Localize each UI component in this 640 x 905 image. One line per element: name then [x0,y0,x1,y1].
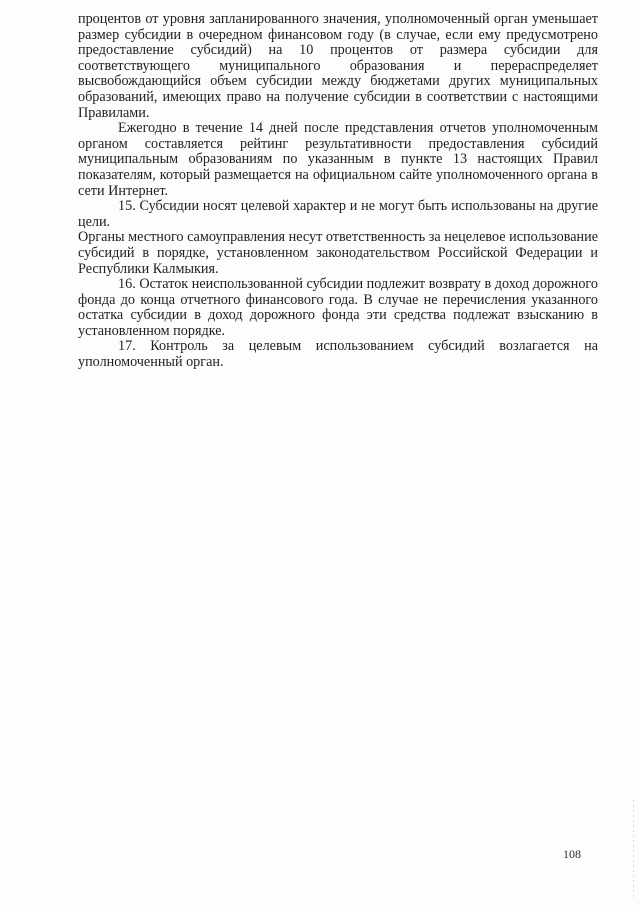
paragraph-rating: Ежегодно в течение 14 дней после представления отчетов уполномоченным органом составляется рейтинг результативности предоставления субсидий муниципальным образованиям по указанным в пункте 13 настоящих Правил показателям, который размещается на официальном сайте уполномоченного органа в сети Интернет. [78,120,598,199]
paragraph-responsibility: Органы местного самоуправления несут ответственность за нецелевое использование субсидий в порядке, установленном законодательством Российской Федерации и Республики Калмыкия. [78,229,598,277]
paragraph-clause-17: 17. Контроль за целевым использованием субсидий возлагается на уполномоченный орган. [78,338,598,371]
document-body [78,12,598,371]
paragraph-clause-15: 15. Субсидии носят целевой характер и не могут быть использованы на другие цели. [78,198,598,230]
paragraph-continuation: процентов от уровня запланированного значения, уполномоченный орган уменьшает размер субсидии в очередном финансовом году (в случае, если ему предусмотрено предоставление субсидий) на 10 процентов от размера субсидии для соответствующего муниципального образования и перераспределяет высвобождающийся объем субсидии между бюджетами других муниципальных образований, имеющих право на получение субсидии в соответствии с настоящими Правилами. [78,11,598,121]
paragraph-clause-16: 16. Остаток неиспользованной субсидии подлежит возврату в доход дорожного фонда до конца отчетного финансового года. В случае не перечисления указанного остатка субсидии в доход дорожного фонда эти средства подлежат взысканию в установленном порядке. [78,276,598,339]
page-number: 108 [563,847,581,861]
scan-edge-artifact [633,800,634,900]
